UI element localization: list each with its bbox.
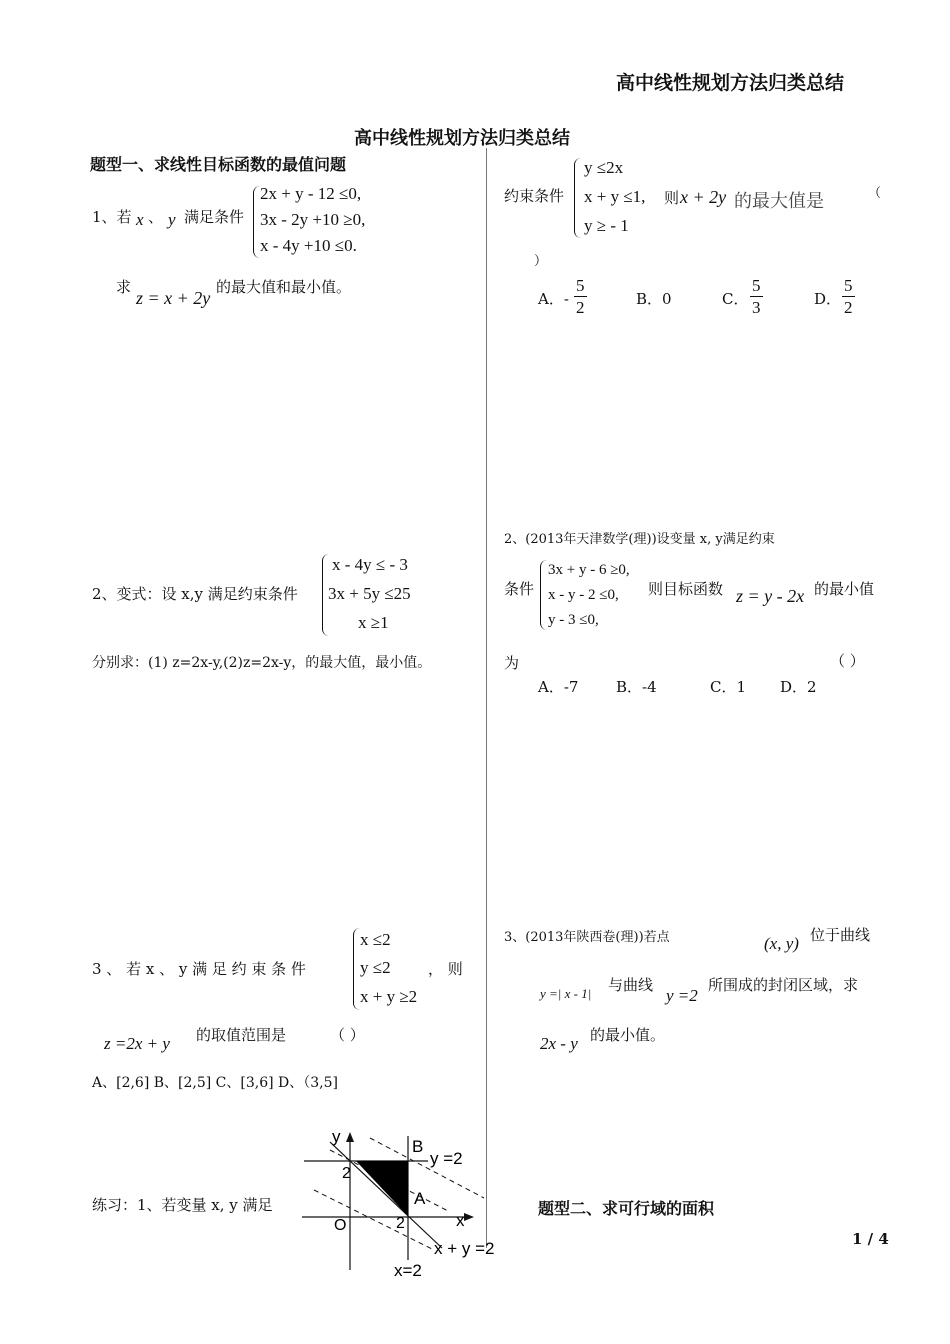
p1-y: y: [168, 210, 176, 229]
graph-label-y: y: [332, 1127, 341, 1146]
p2-line2: 分别求：(1) z=2x-y,(2)z=2x-y，的最大值，最小值。: [92, 655, 432, 671]
p3-constraint-1: x ≤2: [360, 930, 391, 949]
feasible-region-graph: [300, 1120, 500, 1280]
q0-option-c-fraction: [750, 276, 763, 319]
p1-ask-suffix: 的最大值和最小值。: [216, 278, 352, 296]
q2-line1: 2、(2013年天津数学(理))设变量 x, y满足约束: [504, 532, 775, 547]
q2-constraint-2: x - y - 2 ≤0,: [548, 587, 619, 603]
p1-brace: [253, 186, 260, 258]
p1-x: x: [136, 210, 144, 229]
q0-option-d: D．: [814, 290, 842, 308]
graph-y-arrow: [346, 1132, 354, 1142]
q0-option-b: B．0: [636, 290, 672, 308]
q0-paren-close: ）: [534, 254, 548, 269]
graph-tick-y: 2: [342, 1165, 351, 1182]
q0-option-c-num: 5: [752, 276, 761, 295]
q0-constraint-1: y ≤2x: [584, 158, 624, 177]
q0-option-d-fraction: [842, 276, 855, 319]
q0-option-a-fraction: [574, 276, 587, 319]
p1-prefix: 1、若: [92, 208, 132, 226]
q0-constraint-2: x + y ≤1,: [584, 187, 646, 206]
q3-curve-1: y =| x - 1|: [540, 986, 592, 1001]
q0-option-c-den: 3: [752, 298, 761, 317]
p3-suffix: 的取值范围是: [196, 1026, 287, 1044]
p3-prefix: 3 、 若 x 、 y 满 足 约 束 条 件: [92, 960, 306, 978]
p2-constraint-1: x - 4y ≤ - 3: [332, 555, 408, 574]
q2-then: 则目标函数: [648, 580, 724, 598]
p1-ask-prefix: 求: [116, 278, 132, 296]
q3-end: 的最小值。: [590, 1026, 666, 1044]
q0-option-c: C．: [722, 290, 749, 308]
q2-wei: 为: [504, 654, 520, 672]
p2-constraint-2: 3x + 5y ≤25: [328, 584, 411, 603]
p3-then: ， 则: [428, 960, 463, 978]
q2-brace: [540, 560, 547, 630]
q0-prefix: 约束条件: [504, 187, 565, 205]
p3-constraint-3: x + y ≥2: [360, 987, 418, 1006]
q3-rest: 所围成的封闭区域，求: [708, 976, 859, 994]
q3-line1: 3、(2013年陕西卷(理))若点: [504, 930, 670, 945]
p1-constraint-3: x - 4y +10 ≤0.: [260, 236, 357, 255]
graph-point-a: A: [414, 1189, 426, 1208]
header-title: 高中线性规划方法归类总结: [616, 72, 845, 94]
p1-constraint-1: 2x + y - 12 ≤0,: [260, 184, 362, 203]
graph-label-origin: O: [334, 1217, 347, 1234]
p3-options: A、[2,6] B、[2,5] C、[3,6] D、（3,5]: [92, 1075, 338, 1091]
q2-constraint-3: y - 3 ≤0,: [548, 612, 599, 628]
p1-suffix: 满足条件: [184, 208, 245, 226]
graph-label-xy2: x + y =2: [434, 1239, 495, 1258]
q2-option-c: C．1: [710, 678, 747, 696]
section-heading-2: 题型二、求可行域的面积: [538, 1199, 715, 1218]
q0-option-a-num: 5: [576, 276, 585, 295]
p1-constraint-2: 3x - 2y +10 ≥0,: [260, 210, 366, 229]
graph-label-x: x: [456, 1211, 465, 1230]
q0-option-d-num: 5: [844, 276, 853, 295]
q3-objective: 2x - y: [540, 1034, 578, 1053]
p2-constraint-3: x ≥1: [358, 613, 389, 632]
q2-paren: （ ）: [830, 652, 865, 670]
q2-constraint-1: 3x + y - 6 ≥0,: [548, 562, 630, 578]
q0-objective: x + 2y: [680, 187, 727, 207]
p3-paren: （ ）: [330, 1026, 365, 1044]
graph-x-arrow: [464, 1213, 474, 1221]
p1-objective: z = x + 2y: [136, 288, 211, 308]
q0-suffix: 的最大值是: [734, 191, 824, 212]
q3-curve-2: y =2: [666, 986, 698, 1005]
q2-option-a: A．-7: [538, 678, 579, 696]
q0-option-a: A．-: [538, 290, 569, 308]
q0-paren-open: （: [868, 186, 882, 201]
q2-prefix: 条件: [504, 580, 535, 598]
q0-then: 则: [664, 189, 680, 207]
q2-option-b: B．-4: [616, 678, 657, 696]
q2-suffix: 的最小值: [814, 580, 875, 598]
p3-brace: [353, 928, 360, 1010]
p3-objective: z =2x + y: [104, 1034, 170, 1053]
q2-objective: z = y - 2x: [736, 586, 805, 606]
practice-line: 练习：1、若变量 x, y 满足: [92, 1196, 273, 1214]
q2-option-d: D．2: [780, 678, 817, 696]
q0-brace: [574, 158, 581, 238]
page-number: 1 / 4: [852, 1230, 889, 1248]
p2-prefix: 2、变式：设 x,y 满足约束条件: [92, 585, 298, 603]
graph-label-x2: x=2: [394, 1261, 422, 1280]
graph-feasible-region: [356, 1161, 408, 1216]
q3-point: (x, y): [764, 934, 799, 953]
q0-constraint-3: y ≥ - 1: [584, 216, 629, 235]
q0-option-a-den: 2: [576, 298, 585, 317]
graph-point-b: B: [412, 1137, 424, 1156]
section-heading-1: 题型一、求线性目标函数的最值问题: [90, 155, 347, 174]
graph-label-y2: y =2: [430, 1149, 463, 1168]
p3-constraint-2: y ≤2: [360, 958, 391, 977]
q3-line1-end: 位于曲线: [810, 926, 871, 944]
graph-tick-x: 2: [396, 1215, 405, 1232]
p1-sep: 、: [148, 208, 164, 226]
q3-with: 与曲线: [608, 976, 654, 994]
document-title: 高中线性规划方法归类总结: [354, 128, 570, 149]
q0-option-d-den: 2: [844, 298, 853, 317]
column-divider: [486, 148, 487, 1248]
